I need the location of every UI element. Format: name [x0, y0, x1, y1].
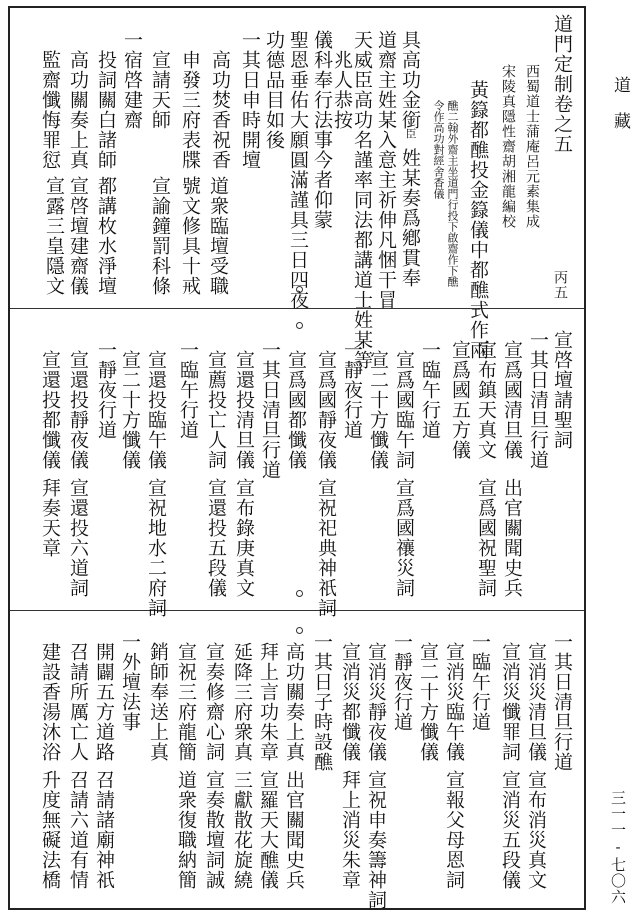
- text-column: 出官關聞史兵: [283, 770, 305, 890]
- text-column: 宣請天師: [149, 50, 171, 130]
- text-column: 宣爲國禳災詞: [393, 478, 415, 598]
- text-column: 宣還投五段儀: [205, 478, 227, 598]
- page-marker: 丙五: [552, 270, 568, 300]
- text-column: 宣還投臨午儀: [145, 350, 167, 470]
- text-column: 延降三府衆真: [231, 642, 253, 762]
- text-column: 宣祝祀典神祇詞: [315, 478, 337, 618]
- text-column: 都講枚水淨壇: [95, 176, 117, 296]
- head-line: 醮二翰外齋主坐道門行投下啟齋作下醮: [446, 100, 459, 287]
- text-column: 宣消災臨午儀: [443, 642, 465, 762]
- text-column: 宣消災清旦儀: [525, 642, 547, 762]
- text-column: 道衆復職納簡: [175, 770, 197, 890]
- text-column: 一臨午行道: [469, 632, 491, 732]
- binding-hole-3: [296, 590, 303, 597]
- text-column: 宣爲國五方儀: [449, 340, 471, 460]
- text-column: 宣消災五段儀: [499, 770, 521, 890]
- text-column: 宣諭鐘罰科條: [149, 176, 171, 296]
- text-column: 臣: [404, 128, 417, 139]
- text-column: 一臨午行道: [177, 340, 199, 440]
- text-column: 功德品目如後: [263, 30, 285, 150]
- text-column: 宣奏修齋心詞: [203, 642, 225, 762]
- text-column: 宣爲國祝聖詞: [475, 478, 497, 598]
- text-column: 宣祝三府龍簡: [175, 642, 197, 762]
- margin-title-char-2: 藏: [610, 112, 630, 131]
- text-column: 拜奏天章: [39, 478, 61, 558]
- binding-hole-4: [296, 627, 303, 634]
- text-column: 宣薦投亡人詞: [205, 350, 227, 470]
- text-column: 宣消災靜夜儀: [365, 642, 387, 762]
- panel-divider-2: [10, 610, 584, 611]
- text-column: 出官關聞史兵: [501, 478, 523, 598]
- compiler-line: 西蜀道士蒲庵呂元素集成: [524, 64, 540, 229]
- text-column: 拜上言功朱章: [257, 642, 279, 762]
- text-column: 宣啓壇建齋儀: [67, 176, 89, 296]
- text-column: 宣祝地水二府詞: [145, 478, 167, 618]
- text-column: 監齋懺悔罪愆: [39, 50, 61, 170]
- text-column: 宣二十方懺儀: [367, 350, 389, 470]
- text-column: 一其日清旦行道: [259, 340, 281, 480]
- text-column: 宣爲國清旦儀: [501, 340, 523, 460]
- text-column: 建設香湯沐浴: [39, 642, 61, 762]
- text-column: 宣布錄庚真文: [233, 478, 255, 598]
- text-column: 宣消災都懺儀: [339, 642, 361, 762]
- text-column: 宣二十方懺儀: [417, 642, 439, 762]
- volume-title: 道門定制卷之五: [551, 14, 573, 154]
- text-column: 一其日清旦行道: [527, 330, 549, 470]
- text-column: 一靜夜行道: [95, 340, 117, 440]
- text-column: 宣布鎮天真文: [475, 340, 497, 460]
- head-line: 黃籙都醮投金籙儀中都醮式作兩: [467, 80, 489, 360]
- page-number: 三一一-七〇六: [609, 790, 627, 905]
- text-column: 高功關奏上真: [67, 50, 89, 170]
- text-column: 銷師奉送上真: [147, 642, 169, 762]
- text-column: 具高功金銜: [399, 30, 421, 130]
- text-column: 道齋主姓某入意主祈伸凡悃干冒: [375, 30, 397, 310]
- text-column: 宣還投六道詞: [67, 478, 89, 598]
- text-column: 高功關奏上真: [283, 642, 305, 762]
- text-column: 一外壇法事: [119, 632, 141, 732]
- text-column: 投詞關白諸師: [95, 50, 117, 170]
- text-column: 儀科奉行法事今者仰蒙: [311, 30, 333, 230]
- text-column: 召請諸廟神祇: [93, 770, 115, 890]
- text-column: 號文修具十戒: [179, 176, 201, 296]
- text-column: 拜上消災朱章: [339, 770, 361, 890]
- text-column: 召請六道有情: [67, 770, 89, 890]
- text-column: 一其日申時開壇: [239, 30, 261, 170]
- text-column: 宣啓壇請聖詞: [551, 330, 573, 450]
- text-column: 宣爲國靜夜儀: [315, 350, 337, 470]
- text-column: 宣二十方懺儀: [119, 350, 141, 470]
- text-column: 宣消災懺罪詞: [499, 642, 521, 762]
- text-column: 姓某奏爲鄕貫奉: [399, 148, 421, 288]
- text-column: 升度無礙法橋: [39, 770, 61, 890]
- text-column: 三獻散花旋繞: [231, 770, 253, 890]
- binding-hole-2: [296, 322, 303, 329]
- text-column: 聖恩垂佑大願圓滿謹具三日四夜: [287, 30, 309, 310]
- text-column: 一宿啓建齋: [121, 30, 143, 130]
- text-column: 宣布消災真文: [525, 770, 547, 890]
- text-column: 宣羅天大醮儀: [257, 770, 279, 890]
- text-column: 一其日清旦行道: [551, 632, 573, 772]
- text-column: 一其日子時設醮: [311, 632, 333, 772]
- text-column: 宣露三皇隱文: [43, 176, 65, 296]
- text-column: 宣奏散壇詞誠: [203, 770, 225, 890]
- text-column: 一靜夜行道: [341, 340, 363, 440]
- text-column: 道衆臨壇受職: [207, 176, 229, 296]
- text-column: 一臨午行道: [419, 340, 441, 440]
- head-line: 令作高功對經舍香儀: [432, 100, 445, 199]
- text-column: 兆人恭按: [331, 50, 353, 130]
- text-column: 宣祝申奏籌神詞: [365, 770, 387, 910]
- text-column: 申發三府表牒: [179, 50, 201, 170]
- text-column: 宣還投清旦儀: [233, 350, 255, 470]
- text-column: 一靜夜行道: [391, 632, 413, 732]
- text-column: 宣報父母恩詞: [443, 770, 465, 890]
- text-column: 宣還投都懺儀: [39, 350, 61, 470]
- margin-title-char-1: 道: [610, 76, 630, 95]
- text-column: 宣爲國都懺儀: [285, 350, 307, 470]
- editor-line: 宋陵真隱性齋胡湘龍編校: [500, 64, 516, 229]
- text-column: 召請所厲亡人: [67, 642, 89, 762]
- text-column: 宣爲國臨午詞: [393, 350, 415, 470]
- text-column: 宣還投靜夜儀: [67, 350, 89, 470]
- text-column: 開闢五方道路: [93, 642, 115, 762]
- text-column: 天威臣高功名謹率同法都講道士姓某等: [351, 30, 373, 370]
- text-column: 高功焚香祝香: [209, 50, 231, 170]
